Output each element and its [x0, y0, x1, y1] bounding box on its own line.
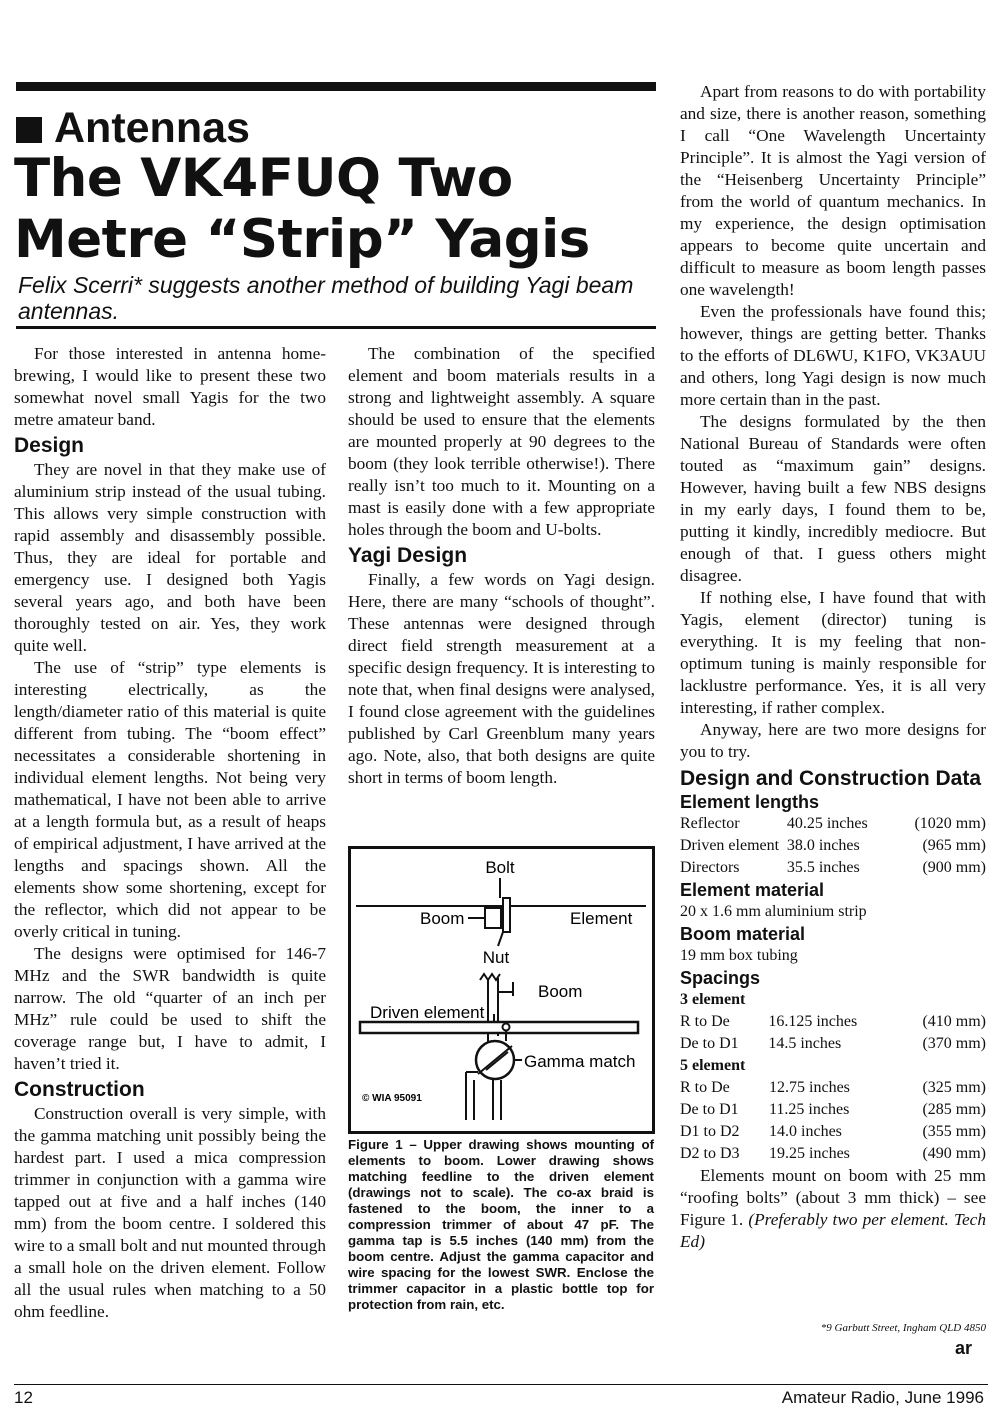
heading-construction: Construction — [14, 1078, 145, 1101]
spec-mm: (965 mm) — [922, 837, 986, 854]
title-line-2: Metre “Strip” Yagis — [14, 209, 590, 270]
spec-name: D1 to D2 — [680, 1123, 740, 1140]
spec-mm: (325 mm) — [922, 1079, 986, 1096]
label-bolt: Bolt — [485, 858, 515, 877]
issue-info: Amateur Radio, June 1996 — [781, 1388, 984, 1407]
spacing-5-element-table — [680, 1077, 986, 1165]
table-row — [680, 1143, 986, 1165]
title-line-1: The VK4FUQ Two — [14, 148, 513, 209]
heading-boom-material: Boom material — [680, 924, 806, 944]
label-element: Element — [570, 909, 633, 928]
spec-mm: (370 mm) — [922, 1035, 986, 1052]
spec-inches: 14.5 inches — [768, 1035, 842, 1052]
boom-material-value: 19 mm box tubing — [680, 947, 798, 964]
end-mark: ar — [955, 1338, 973, 1358]
spec-name: Driven element — [680, 837, 780, 854]
spec-inches: 19.25 inches — [769, 1145, 850, 1162]
heading-element-material: Element material — [680, 880, 825, 900]
table-row — [680, 835, 986, 857]
section-label: Antennas — [54, 104, 250, 152]
spec-name: Reflector — [680, 815, 740, 832]
bolt-shaft — [503, 898, 510, 932]
author-footnote: *9 Garbutt Street, Ingham QLD 4850 — [820, 1322, 986, 1334]
boom-block — [485, 908, 501, 928]
col3-paragraph: The designs formulated by the then National Bureau of Standards were often touted as “maximum gain” designs. However, having built a few NBS designs in my early days, I found them to be, putting it kindly, incredibly mediocre. But enough of that. I guess others might disagree. — [680, 412, 986, 585]
label-gamma-match: Gamma match — [524, 1052, 636, 1071]
spacing-3-element-table — [680, 1011, 986, 1055]
element-material-value: 20 x 1.6 mm aluminium strip — [680, 903, 867, 920]
spec-mm: (490 mm) — [922, 1145, 986, 1162]
col3-paragraph: If nothing else, I have found that with Yagis, element (director) tuning is everything. It is my feeling that non-optimum tuning is mainly responsible for lacklustre performance. Yes, it is all very interesting, if rather complex. — [680, 588, 986, 717]
label-credit: © WIA 95091 — [362, 1093, 422, 1104]
column-3 — [680, 81, 986, 1253]
table-row — [680, 1121, 986, 1143]
col3-paragraph: Apart from reasons to do with portability and size, there is another reason, something I call “One Wavelength Uncertainty Principle”. It is almost the Yagi version of the “Heisenberg Uncertainty Principle” from the world of quantum mechanics. In my experience, the design optimisation appears to become quite uncertain and difficult to measure as boom length passes one wavelength! — [680, 82, 986, 299]
boom-break — [480, 974, 500, 980]
spec-mm: (355 mm) — [922, 1123, 986, 1140]
table-row — [680, 857, 986, 879]
label-boom-top: Boom — [420, 909, 465, 928]
col2-paragraph: The combination of the specified element and boom materials results in a strong and lightweight assembly. A square should be used to ensure that the elements are mounted properly at 90 degrees to the boom (they look terrible otherwise!). There really isn’t too much to it. Mounting on a mast is easily done with a few appropriate holes through the boom and U-bolts. — [348, 344, 655, 539]
spec-mm: (285 mm) — [922, 1101, 986, 1118]
col3-paragraph: Anyway, here are two more designs for you to try. — [680, 720, 986, 761]
col1-paragraph: They are novel in that they make use of aluminium strip instead of the usual tubing. This allows very simple construction with rapid assembly and disassembly possible. Thus, they are ideal for portable and emergency use. I designed both Yagis several years ago, and both have been thoroughly tested on air. Yes, they work quite well. — [14, 460, 326, 655]
article-subtitle: Felix Scerri* suggests another method of building Yagi beam antennas. — [18, 272, 634, 324]
heading-5-element: 5 element — [680, 1057, 746, 1074]
table-row — [680, 1011, 986, 1033]
spec-mm: (1020 mm) — [914, 815, 986, 832]
spec-inches: 14.0 inches — [769, 1123, 842, 1140]
label-nut: Nut — [482, 948, 510, 967]
spec-name: R to De — [680, 1079, 730, 1096]
heading-design-data: Design and Construction Data — [680, 767, 982, 790]
subtitle-rule — [16, 326, 656, 329]
spec-inches: 40.25 inches — [786, 815, 868, 832]
closing-text: Elements mount on boom with 25 mm “roofing bolts” (about 3 mm thick) – see Figure 1. — [680, 1166, 986, 1229]
heading-3-element: 3 element — [680, 991, 746, 1008]
spec-inches: 11.25 inches — [769, 1101, 850, 1118]
heading-yagi-design: Yagi Design — [348, 544, 468, 567]
col2-paragraph: Finally, a few words on Yagi design. Here, there are many “schools of thought”. These antennas were designed through direct field strength measurement at a specific design frequency. It is interesting to note that, when final designs were analysed, I found close agreement with the guidelines published by Carl Greenblum many years ago. Note, also, that both designs are quite short in terms of boom length. — [348, 570, 655, 787]
spec-inches: 16.125 inches — [768, 1013, 858, 1030]
column-1 — [14, 343, 326, 1323]
figure-caption: Figure 1 – Upper drawing shows mounting of elements to boom. Lower drawing shows matching feedline to the driven element (drawings not to scale). The co-ax braid is fastened to the boom, the inner to a compression trimmer of about 47 pF. The gamma tap is 5.5 inches (140 mm) from the boom centre. Adjust the gamma capacitor and wire spacing for the lowest SWR. Enclose the trimmer capacitor in a plastic bottle top for protection from rain, etc. — [348, 1137, 654, 1312]
gamma-tap-point — [503, 1024, 510, 1031]
top-rule — [16, 82, 656, 91]
col1-paragraph: Construction overall is very simple, with the gamma matching unit possibly being the hardest part. I used a mica compression trimmer in conjunction with a gamma wire tapped out at five and a half inches (140 mm) from the boom centre. I soldered this wire to a small bolt and nut mounted through a small hole on the driven element. Follow all the usual rules when matching to a 50 ohm feedline. — [14, 1104, 326, 1321]
footer-rule — [14, 1384, 988, 1385]
column-2 — [348, 343, 655, 789]
spec-inches: 35.5 inches — [786, 859, 860, 876]
col1-paragraph: The use of “strip” type elements is interesting electrically, as the length/diameter ratio of this material is quite different from tubing. The “boom effect” necessitates a considerable shortening in individual element lengths. Not being very mathematical, I have not been able to arrive at a length formula but, as a result of heaps of empirical adjustment, I have arrived at the lengths and spacings shown. All the elements show some shortening, except for the reflector, which did not appear to be overly critical in tuning. — [14, 658, 326, 941]
col3-closing-paragraph — [680, 1165, 986, 1253]
spec-mm: (900 mm) — [922, 859, 986, 876]
table-row — [680, 1033, 986, 1055]
nut-leader — [498, 932, 503, 946]
spec-name: De to D1 — [680, 1035, 739, 1052]
label-boom-lower: Boom — [538, 982, 583, 1001]
heading-spacings: Spacings — [680, 968, 761, 988]
spec-inches: 38.0 inches — [786, 837, 860, 854]
label-driven-element: Driven element — [370, 1003, 485, 1022]
col3-paragraph: Even the professionals have found this; however, things are getting better. Thanks to the efforts of DL6WU, K1FO, VK3AUU and others, long Yagi design is now much more certain than in the past. — [680, 302, 986, 409]
driven-element-bar — [360, 1022, 638, 1033]
article-title — [14, 148, 590, 270]
spec-inches: 12.75 inches — [769, 1079, 850, 1096]
section-heading — [16, 104, 250, 153]
spec-name: De to D1 — [680, 1101, 739, 1118]
section-square-icon — [16, 117, 42, 143]
col1-paragraph: The designs were optimised for 146-7 MHz and the SWR bandwidth is quite narrow. The old “quarter of an inch per MHz” rule could be used to shift the coverage range but, I have to admit, I haven’t tried it. — [14, 944, 326, 1073]
page-number: 12 — [14, 1388, 33, 1407]
spec-name: Directors — [680, 859, 740, 876]
table-row — [680, 1099, 986, 1121]
heading-design: Design — [14, 434, 85, 457]
element-lengths-table — [680, 813, 986, 879]
spec-name: R to De — [680, 1013, 730, 1030]
heading-element-lengths: Element lengths — [680, 792, 820, 812]
tech-ed-note: (Preferably two per element. Tech Ed) — [680, 1210, 986, 1251]
spec-mm: (410 mm) — [922, 1013, 986, 1030]
figure-1-diagram — [348, 846, 655, 1134]
table-row — [680, 813, 986, 835]
spec-name: D2 to D3 — [680, 1145, 740, 1162]
col1-paragraph: For those interested in antenna home-brewing, I would like to present these two somewhat novel small Yagis for the two metre amateur band. — [14, 344, 326, 429]
table-row — [680, 1077, 986, 1099]
